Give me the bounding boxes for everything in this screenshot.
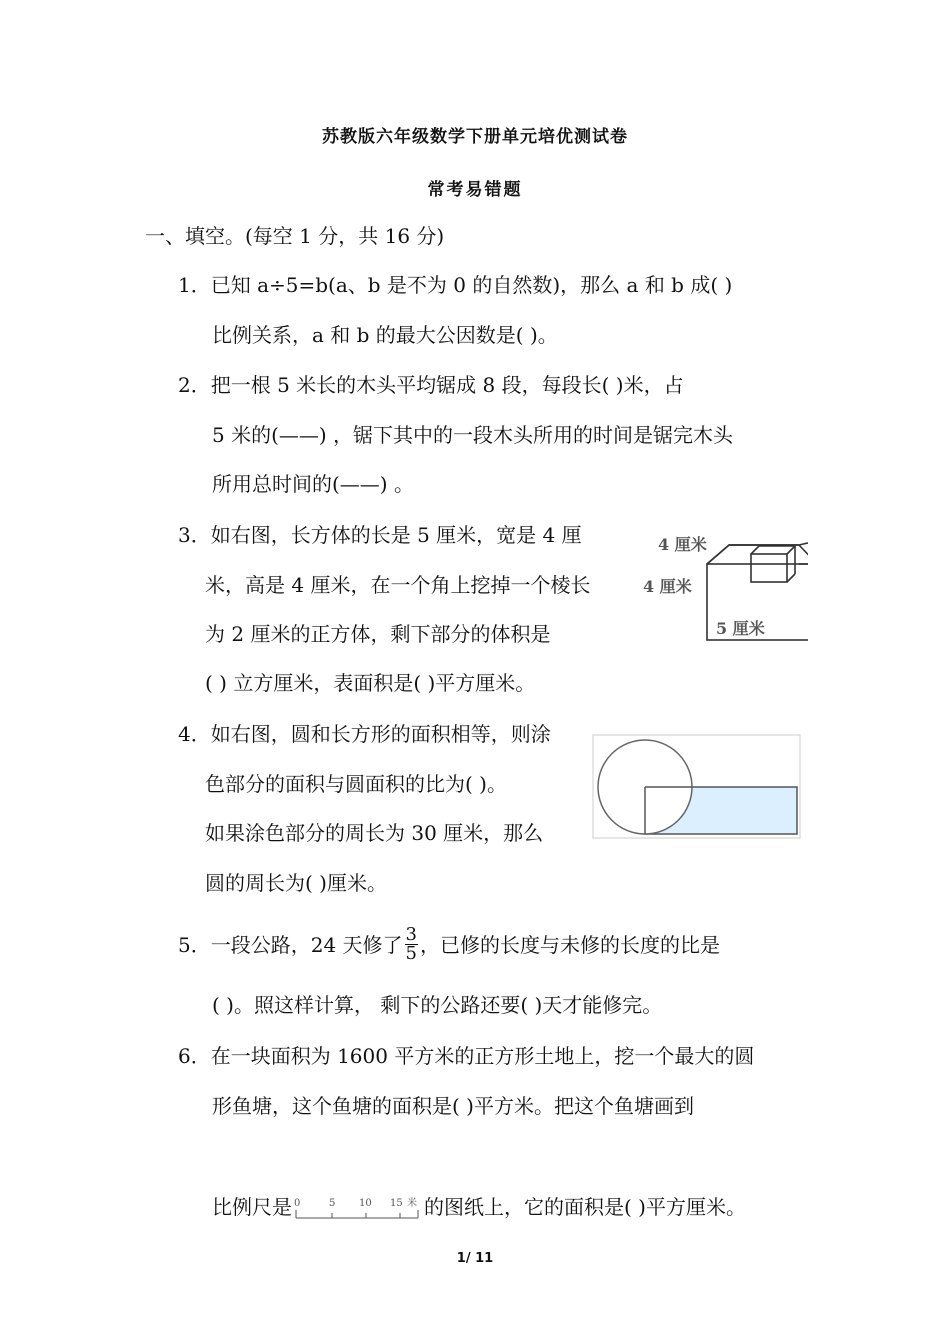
scale-tick-10: 10 <box>359 1197 372 1209</box>
question-5-text-a: 5．一段公路，24 天修了 <box>178 933 403 957</box>
scale-tick-5: 5 <box>329 1197 336 1209</box>
question-2-line-3: 所用总时间的(——) 。 <box>212 472 414 496</box>
question-1-line-1: 1．已知 a÷5=b(a、b 是不为 0 的自然数)，那么 a 和 b 成( ) <box>178 273 733 297</box>
question-3-line-1: 3．如右图，长方体的长是 5 厘米，宽是 4 厘 <box>178 523 582 547</box>
page-subtitle: 常考易错题 <box>427 180 523 200</box>
question-5-line-1 <box>178 924 720 965</box>
figure-label-length: 5 厘米 <box>716 619 765 638</box>
circle-rectangle-figure <box>592 734 802 840</box>
page-title: 苏教版六年级数学下册单元培优测试卷 <box>322 127 628 147</box>
question-6-line-3 <box>212 1192 746 1222</box>
figure-label-width: 4 厘米 <box>658 535 707 554</box>
question-2-line-2: 5 米的(——) ，锯下其中的一段木头所用的时间是锯完木头 <box>212 423 734 447</box>
fraction-denominator: 5 <box>405 943 417 964</box>
fraction-three-fifths <box>405 926 418 963</box>
fraction-numerator: 3 <box>405 924 417 945</box>
question-3-line-3: 为 2 厘米的正方体，剩下部分的体积是 <box>205 622 551 646</box>
scale-tick-0: 0 <box>294 1197 301 1209</box>
page-number: 1/ 11 <box>456 1251 494 1266</box>
scale-unit: 米 <box>407 1197 417 1209</box>
scale-tick-15: 15 <box>390 1197 403 1209</box>
question-4-line-2: 色部分的面积与圆面积的比为( )。 <box>205 772 507 796</box>
question-4-line-4: 圆的周长为( )厘米。 <box>205 871 387 895</box>
question-6-text-b: 的图纸上，它的面积是( )平方厘米。 <box>424 1195 746 1219</box>
question-4-line-1: 4．如右图，圆和长方形的面积相等，则涂 <box>178 722 551 746</box>
section-heading: 一、填空。(每空 1 分，共 16 分) <box>145 224 445 248</box>
question-6-line-2: 形鱼塘，这个鱼塘的面积是( )平方米。把这个鱼塘画到 <box>212 1094 694 1118</box>
question-4-line-3: 如果涂色部分的周长为 30 厘米，那么 <box>205 821 544 845</box>
question-5-text-b: ，已修的长度与未修的长度的比是 <box>419 933 720 957</box>
question-6-line-1: 6．在一块面积为 1600 平方米的正方形土地上，挖一个最大的圆 <box>178 1044 755 1068</box>
question-1-line-2: 比例关系，a 和 b 的最大公因数是( )。 <box>212 323 558 347</box>
question-3-line-2: 米，高是 4 厘米，在一个角上挖掉一个棱长 <box>205 573 591 597</box>
question-2-line-1: 2．把一根 5 米长的木头平均锯成 8 段，每段长( )米，占 <box>178 373 684 397</box>
question-3-line-4: ( ) 立方厘米，表面积是( )平方厘米。 <box>205 671 536 695</box>
scale-bar-figure <box>294 1196 422 1222</box>
question-6-text-a: 比例尺是 <box>212 1195 292 1219</box>
question-5-line-2: ( )。照这样计算， 剩下的公路还要( )天才能修完。 <box>212 993 663 1017</box>
figure-label-height: 4 厘米 <box>643 577 692 596</box>
cuboid-figure <box>638 528 808 643</box>
